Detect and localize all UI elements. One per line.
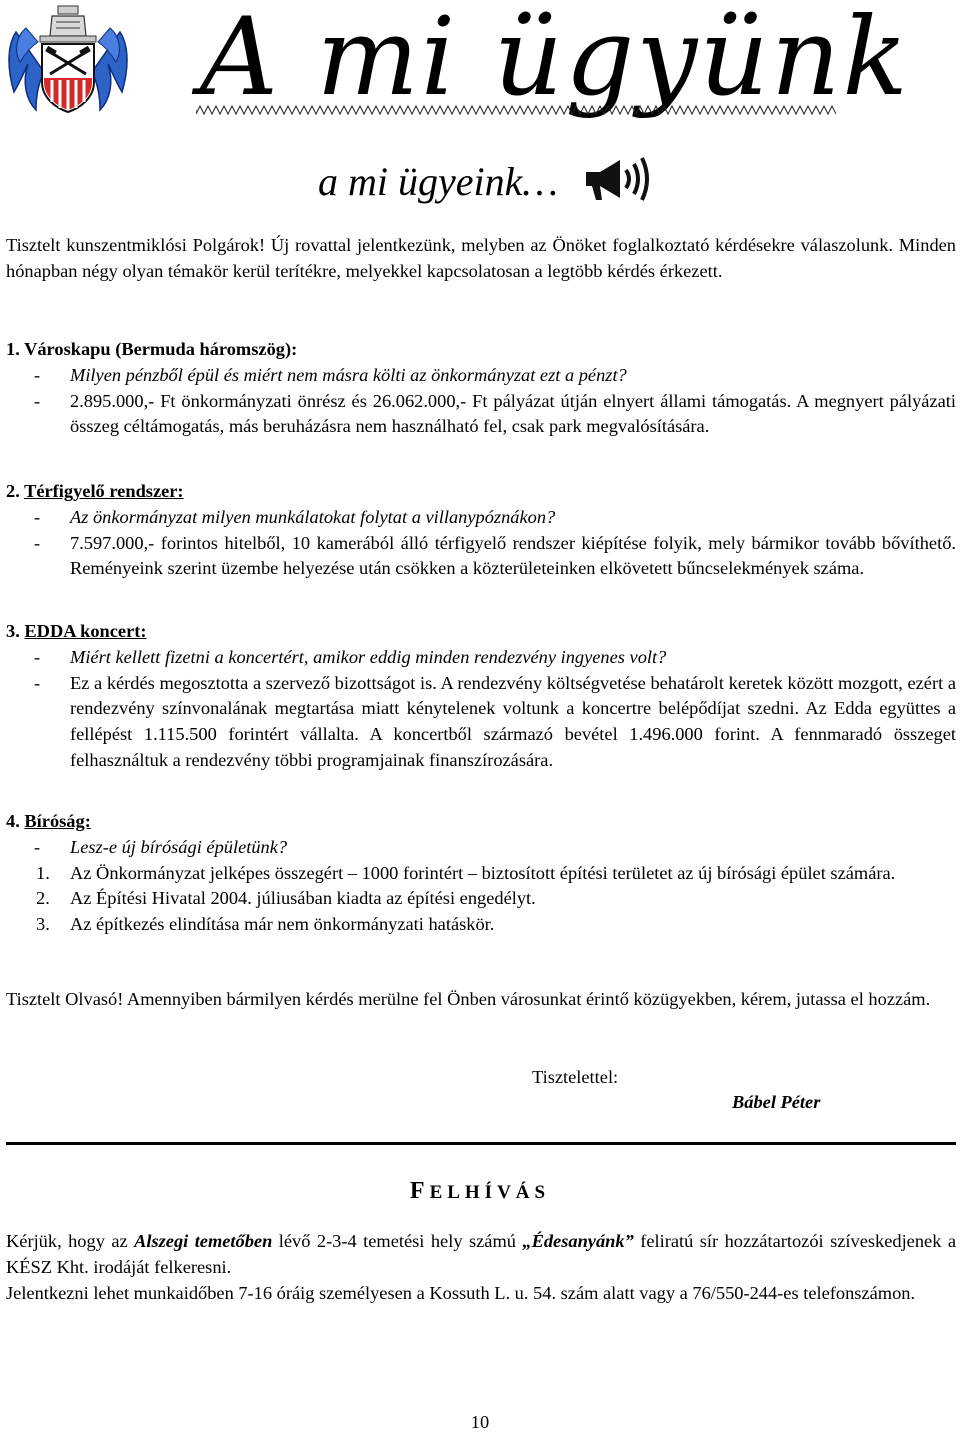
title-underline-ornament	[196, 104, 836, 116]
section-heading: 2. Térfigyelő rendszer:	[6, 481, 184, 501]
section-divider	[6, 1142, 956, 1145]
page-subtitle: a mi ügyeink…	[318, 159, 558, 204]
section-question: Miért kellett fizetni a koncertért, amikor eddig minden rendezvény ingyenes volt?	[70, 646, 667, 667]
section-question: Az önkormányzat milyen munkálatokat folytat a villanypóznákon?	[70, 506, 556, 527]
megaphone-icon	[580, 154, 650, 204]
section-4: 4. Bíróság: - Lesz-e új bírósági épületünk? 1. Az Önkormányzat jelképes összegért – 1000 forintért – biztosított építési területet az új bírósági épület számára. 2. Az Építési Hivatal 2004. júliusában kiadta az építési engedélyt. 3. Az építkezés elindítása már nem önkormányzati hatáskör.	[6, 809, 956, 938]
notice-heading: FELHÍVÁS	[409, 1178, 551, 1204]
section-2: 2. Térfigyelő rendszer: - Az önkormányzat milyen munkálatokat folytat a villanypóznákon? - 7.597.000,- forintos hitelből, 10 kamerából álló térfigyelő rendszer kiépítése folyik, mely bármikor tovább bővíthető. Reményeink szerint üzembe helyezése után csökken a közterületeinken elkövetett bűncselekmények száma.	[6, 479, 956, 582]
closing-paragraph: Tisztelt Olvasó! Amennyiben bármilyen kérdés merülne fel Önben városunkat érintő közügyekben, kérem, jutassa el hozzám.	[6, 989, 931, 1009]
page-title: A mi ügyünk	[200, 0, 910, 120]
notice-paragraph-2: Jelentkezni lehet munkaidőben 7-16 óráig személyesen a Kossuth L. u. 54. szám alatt vagy a 76/550-244-es telefonszámon.	[6, 1283, 916, 1303]
list-item: Az Építési Hivatal 2004. júliusában kiadta az építési engedélyt.	[70, 888, 536, 909]
list-item: Az Önkormányzat jelképes összegért – 1000 forintért – biztosított építési területet az új bírósági épület számára.	[70, 862, 896, 883]
intro-paragraph: Tisztelt kunszentmiklósi Polgárok! Új rovattal jelentkezünk, melyben az Önöket foglalkoztató kérdésekre válaszolunk. Minden hónapban négy olyan témakör kerül terítékre, melyekkel kapcsolatosan a legtöbb kérdés érkezett.	[6, 235, 956, 281]
section-heading: 3. EDDA koncert:	[6, 621, 147, 641]
section-answer: 2.895.000,- Ft önkormányzati önrész és 26.062.000,- Ft pályázat útján elnyert állami támogatás. A megnyert pályázati összeg céltámogatás, más beruházásra nem használható fel, csak park megvalósítására.	[70, 390, 956, 437]
signature-greeting: Tisztelettel:	[532, 1067, 619, 1087]
section-question: Lesz-e új bírósági épületünk?	[70, 836, 288, 857]
section-answer: 7.597.000,- forintos hitelből, 10 kamerából álló térfigyelő rendszer kiépítése folyik, mely bármikor tovább bővíthető. Reményeink szerint üzembe helyezése után csökken a közterületeinken elkövetett bűncselekmények száma.	[70, 532, 956, 579]
section-3: 3. EDDA koncert: - Miért kellett fizetni a koncertért, amikor eddig minden rendezvény ingyenes volt? - Ez a kérdés megosztotta a szervező bizottságot is. A rendezvény költségvetése behatárolt keretek között mozgott, ezért a rendezvény színvonalának megtartása miatt kénytelenek voltunk a koncertre belépődíjat szedni. Az Edda együttes a fellépést 1.115.500 forintért vállalta. A koncertből származó bevétel 1.496.000 forint. A fennmaradó összeget felhasználtuk a rendezvény többi programjainak finanszírozására.	[6, 619, 956, 774]
list-item: Az építkezés elindítása már nem önkormányzati hatáskör.	[70, 914, 495, 935]
section-heading: 1. Városkapu (Bermuda háromszög):	[6, 339, 298, 359]
signature-name: Bábel Péter	[732, 1092, 821, 1112]
notice-paragraph-1: Kérjük, hogy az Alszegi temetőben lévő 2-3-4 temetési hely számú „Édesanyánk” feliratú sír hozzátartozói szíveskedjenek a KÉSZ Kht. irodáját felkeresni.	[6, 1231, 956, 1277]
section-heading: 4. Bíróság:	[6, 811, 91, 831]
page-number: 10	[470, 1412, 490, 1432]
section-answer: Ez a kérdés megosztotta a szervező bizottságot is. A rendezvény költségvetése behatárolt keretek között mozgott, ezért a rendezvény színvonalának megtartása miatt kénytelenek voltunk a koncertre belépődíjat szedni. Az Edda együttes a fellépést 1.115.500 forintért vállalta. A koncertből származó bevétel 1.496.000 forint. A fennmaradó összeget felhasználtuk a rendezvény többi programjainak finanszírozására.	[70, 672, 956, 770]
coat-of-arms-logo	[6, 2, 130, 116]
section-question: Milyen pénzből épül és miért nem másra költi az önkormányzat ezt a pénzt?	[70, 364, 627, 385]
section-1: 1. Városkapu (Bermuda háromszög): - Milyen pénzből épül és miért nem másra költi az önkormányzat ezt a pénzt? - 2.895.000,- Ft önkormányzati önrész és 26.062.000,- Ft pályázat útján elnyert állami támogatás. A megnyert pályázati összeg céltámogatás, más beruházásra nem használható fel, csak park megvalósítására.	[6, 337, 956, 440]
